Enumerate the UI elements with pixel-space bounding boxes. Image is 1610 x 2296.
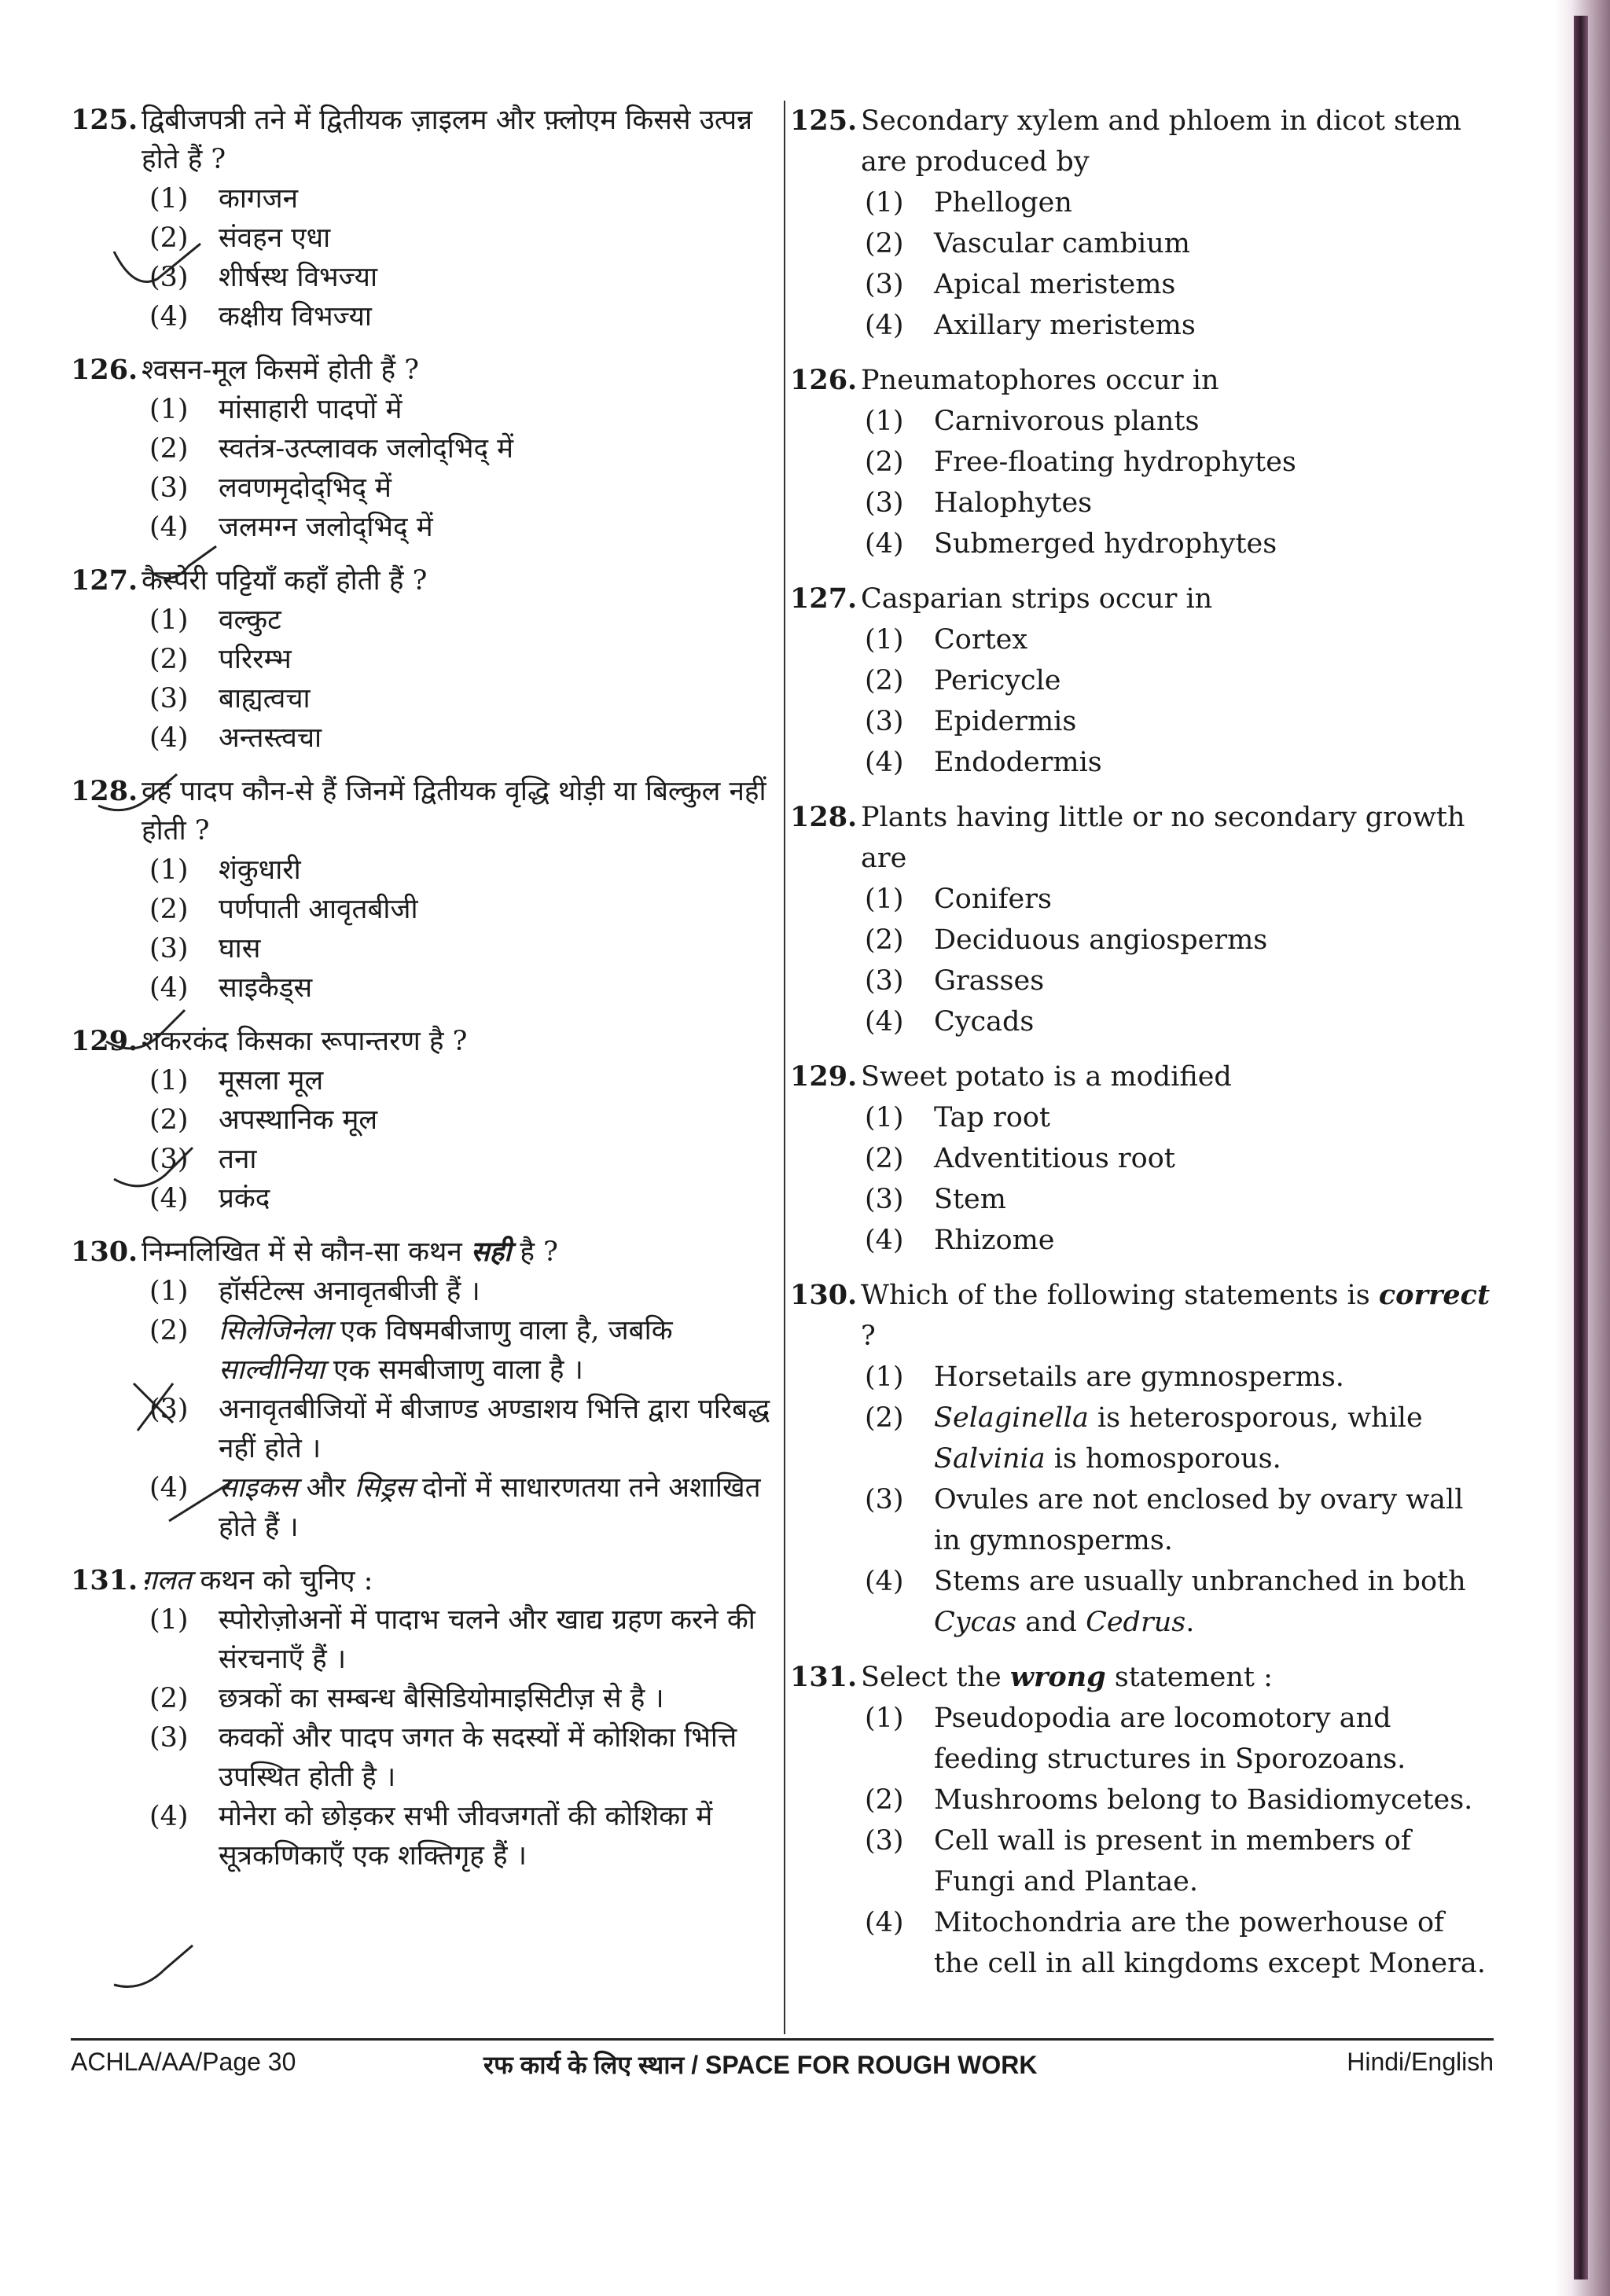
- option-text: साइकस और सिड्रस दोनों में साधारणतया तने अशाखित होते हैं ।: [219, 1472, 761, 1543]
- option-number: (1): [865, 1703, 904, 1734]
- option: [790, 1698, 1498, 1780]
- option-number: (4): [149, 301, 189, 332]
- question-126-en: [790, 360, 1498, 564]
- option-text: Deciduous angiosperms: [934, 924, 1268, 956]
- option-number: (2): [149, 1104, 189, 1136]
- option-text: अनावृतबीजियों में बीजाण्ड अण्डाशय भित्ति द्वारा परिबद्ध नहीं होते ।: [219, 1394, 770, 1464]
- question-131-hi: [71, 1561, 778, 1875]
- option-number: (1): [865, 884, 904, 915]
- question-text: वह पादप कौन-से हैं जिनमें द्वितीयक वृद्धि थोड़ी या बिल्कुल नहीं होती ?: [142, 776, 766, 847]
- option-text: पर्णपाती आवृतबीजी: [219, 894, 418, 925]
- question-number: 129.: [71, 1025, 138, 1057]
- option-text: Phellogen: [934, 187, 1072, 219]
- option: [790, 401, 1498, 442]
- option-text: शंकुधारी: [219, 854, 301, 886]
- option: [71, 429, 778, 468]
- option: [790, 182, 1498, 223]
- option-text: मांसाहारी पादपों में: [219, 394, 402, 425]
- option-number: (4): [865, 528, 904, 560]
- option-text: लवणमृदोद्‌भिद् में: [219, 472, 391, 504]
- option-text: Ovules are not enclosed by ovary wall in gymnosperms.: [934, 1484, 1464, 1556]
- option: [71, 508, 778, 547]
- option: [790, 1097, 1498, 1138]
- option: [71, 1100, 778, 1140]
- option-text: छत्रकों का सम्बन्ध बैसिडियोमाइसिटीज़ से है ।: [219, 1683, 664, 1714]
- option-text: परिरम्भ: [219, 644, 292, 675]
- option-number: (4): [149, 972, 189, 1004]
- option: [790, 660, 1498, 701]
- option-number: (4): [865, 1225, 904, 1256]
- option: [790, 1780, 1498, 1820]
- option: [71, 968, 778, 1008]
- option: [71, 390, 778, 429]
- option-number: (3): [865, 965, 904, 997]
- option-text: मोनेरा को छोड़कर सभी जीवजगतों की कोशिका में सूत्रकणिकाएँ एक शक्तिगृह हैं ।: [219, 1801, 713, 1872]
- option-text: अपस्थानिक मूल: [219, 1104, 378, 1136]
- option-text: Halophytes: [934, 487, 1093, 519]
- option-text: Free-floating hydrophytes: [934, 446, 1296, 478]
- option-text: Pericycle: [934, 665, 1061, 696]
- option: [71, 1061, 778, 1100]
- option-text: Endodermis: [934, 747, 1102, 778]
- option: [790, 1001, 1498, 1042]
- option-text: बाह्यत्वचा: [219, 683, 311, 715]
- option-number: (4): [865, 747, 904, 778]
- option-number: (3): [865, 1484, 904, 1515]
- option: [790, 920, 1498, 961]
- question-text: Select the wrong statement :: [861, 1661, 1273, 1693]
- option: [71, 929, 778, 968]
- question-128-en: [790, 797, 1498, 1042]
- question-text: Secondary xylem and phloem in dicot stem are produced by: [861, 105, 1461, 178]
- option-number: (4): [149, 1801, 189, 1832]
- footer-rule: [71, 2038, 1494, 2041]
- option: [71, 640, 778, 679]
- option: [790, 1902, 1498, 1984]
- option-text: Tap root: [934, 1102, 1050, 1133]
- question-text: Pneumatophores occur in: [861, 365, 1219, 396]
- question-126-hi: [71, 351, 778, 547]
- option: [790, 442, 1498, 483]
- option: [790, 483, 1498, 523]
- option-number: (3): [865, 1184, 904, 1215]
- option-number: (1): [865, 1102, 904, 1133]
- option-number: (3): [865, 487, 904, 519]
- option: [790, 1561, 1498, 1643]
- page-footer: [71, 2048, 1494, 2087]
- option-text: Selaginella is heterosporous, while Salvinia is homosporous.: [934, 1402, 1423, 1475]
- pen-tick-mark: [94, 766, 181, 821]
- option-text: Horsetails are gymnosperms.: [934, 1361, 1344, 1393]
- option-number: (2): [149, 1315, 189, 1346]
- option-number: (1): [865, 406, 904, 437]
- question-text: Which of the following statements is correct ?: [861, 1279, 1491, 1352]
- option: [790, 1220, 1498, 1261]
- option-number: (1): [865, 187, 904, 219]
- question-text: निम्नलिखित में से कौन-सा कथन सही है ?: [142, 1236, 558, 1268]
- question-text: Plants having little or no secondary growth are: [861, 802, 1465, 874]
- option-text: अन्तस्त्वचा: [219, 722, 322, 754]
- option: [790, 305, 1498, 346]
- question-text: द्विबीजपत्री तने में द्वितीयक ज़ाइलम और फ़्लोएम किससे उत्पन्न होते हैं ?: [142, 105, 753, 175]
- option-number: (2): [865, 1143, 904, 1174]
- option-number: (2): [865, 1784, 904, 1816]
- question-number: 125.: [71, 104, 138, 136]
- option-number: (2): [865, 665, 904, 696]
- option-text: स्पोरोज़ोअनों में पादाभ चलने और खाद्य ग्रहण करने की संरचनाएँ हैं ।: [219, 1604, 755, 1675]
- option-number: (2): [149, 644, 189, 675]
- option-number: (2): [149, 433, 189, 465]
- binding-edge: [1574, 16, 1588, 2279]
- option: [790, 619, 1498, 660]
- option: [71, 718, 778, 758]
- option-text: Vascular cambium: [934, 228, 1190, 259]
- option-text: घास: [219, 933, 261, 964]
- question-131-en: [790, 1657, 1498, 1984]
- option-number: (2): [149, 1683, 189, 1714]
- question-text: Sweet potato is a modified: [861, 1061, 1232, 1093]
- option: [790, 742, 1498, 783]
- option-text: Pseudopodia are locomotory and feeding structures in Sporozoans.: [934, 1703, 1406, 1775]
- question-text: Casparian strips occur in: [861, 583, 1213, 615]
- option: [71, 468, 778, 508]
- question-number: 127.: [71, 564, 138, 597]
- pen-tick-mark: [126, 1376, 197, 1446]
- pen-tick-mark: [110, 1144, 197, 1199]
- option-number: (4): [149, 722, 189, 754]
- option-text: Epidermis: [934, 706, 1077, 737]
- question-number: 125.: [790, 105, 858, 137]
- option-number: (3): [149, 933, 189, 964]
- option-text: Cycads: [934, 1006, 1035, 1038]
- option-number: (3): [865, 269, 904, 300]
- option: [71, 601, 778, 640]
- option-number: (1): [865, 624, 904, 656]
- question-number: 130.: [790, 1279, 858, 1311]
- option: [790, 1820, 1498, 1902]
- question-127-en: [790, 579, 1498, 783]
- option-text: प्रकंद: [219, 1183, 270, 1214]
- question-text: श्वसन-मूल किसमें होती हैं ?: [142, 355, 419, 386]
- option-number: (4): [149, 1183, 189, 1214]
- option: [790, 223, 1498, 264]
- option-text: Rhizome: [934, 1225, 1055, 1256]
- option-text: Stems are usually unbranched in both Cycas and Cedrus.: [934, 1566, 1466, 1638]
- option-text: कवकों और पादप जगत के सदस्यों में कोशिका भित्ति उपस्थित होती है ।: [219, 1722, 737, 1793]
- question-129-en: [790, 1056, 1498, 1261]
- option-number: (2): [865, 1402, 904, 1434]
- option-text: Stem: [934, 1184, 1006, 1215]
- pen-tick-mark: [110, 236, 204, 307]
- option: [790, 1479, 1498, 1561]
- option-number: (4): [865, 1566, 904, 1597]
- option: [71, 1797, 778, 1875]
- option-number: (2): [865, 924, 904, 956]
- option-number: (2): [149, 222, 189, 254]
- question-text: ग़लत कथन को चुनिए :: [142, 1565, 373, 1596]
- question-text: शकरकंद किसका रूपान्तरण है ?: [142, 1026, 468, 1057]
- option-number: (3): [149, 1722, 189, 1754]
- rough-work-label: रफ कार्य के लिए स्थान / SPACE FOR ROUGH WORK: [483, 2051, 1038, 2079]
- english-column: [790, 101, 1498, 1998]
- option-number: (1): [149, 1065, 189, 1097]
- option-number: (3): [149, 262, 189, 293]
- option-text: Submerged hydrophytes: [934, 528, 1277, 560]
- question-number: 126.: [71, 354, 138, 386]
- option-text: Adventitious root: [934, 1143, 1175, 1174]
- option-number: (2): [149, 894, 189, 925]
- pen-tick-mark: [102, 1006, 189, 1061]
- option: [71, 1718, 778, 1797]
- option: [71, 1679, 778, 1718]
- question-125-en: [790, 101, 1498, 346]
- option-text: मूसला मूल: [219, 1065, 324, 1097]
- question-text: कैस्पेरी पट्टियाँ कहाँ होती हैं ?: [142, 565, 428, 597]
- option-text: संवहन एधा: [219, 222, 331, 254]
- option-number: (3): [865, 1825, 904, 1857]
- pen-tick-mark: [149, 542, 220, 590]
- option-text: Apical meristems: [934, 269, 1176, 300]
- page-code: ACHLA/AA/Page 30: [71, 2048, 296, 2076]
- option-text: साइकैड्स: [219, 972, 313, 1004]
- question-number: 131.: [790, 1661, 858, 1693]
- option-number: (4): [865, 1907, 904, 1938]
- option-number: (3): [865, 706, 904, 737]
- option: [790, 523, 1498, 564]
- option-text: Carnivorous plants: [934, 406, 1200, 437]
- option-number: (1): [149, 183, 189, 215]
- option-number: (4): [149, 512, 189, 543]
- option-number: (1): [865, 1361, 904, 1393]
- option: [790, 1138, 1498, 1179]
- option: [790, 701, 1498, 742]
- option: [71, 179, 778, 219]
- question-130-en: [790, 1275, 1498, 1643]
- question-number: 130.: [71, 1236, 138, 1268]
- option-text: Axillary meristems: [934, 310, 1196, 341]
- option: [790, 879, 1498, 920]
- option-number: (4): [865, 1006, 904, 1038]
- option-text: शीर्षस्थ विभज्या: [219, 262, 378, 293]
- option-text: Cortex: [934, 624, 1028, 656]
- option-text: Grasses: [934, 965, 1045, 997]
- option: [71, 890, 778, 929]
- pen-tick-mark: [110, 1941, 197, 1997]
- question-127-hi: [71, 561, 778, 758]
- option-number: (2): [865, 228, 904, 259]
- option: [71, 850, 778, 890]
- option-number: (4): [149, 1472, 189, 1504]
- column-divider: [784, 101, 785, 2034]
- option: [790, 1398, 1498, 1479]
- option-text: हॉर्सटेल्स अनावृतबीजी हैं ।: [219, 1276, 480, 1307]
- question-number: 127.: [790, 582, 858, 615]
- option-number: (1): [149, 394, 189, 425]
- option: [790, 1357, 1498, 1398]
- option: [790, 264, 1498, 305]
- option: [71, 679, 778, 718]
- hindi-column: [71, 101, 778, 1890]
- option-number: (1): [149, 854, 189, 886]
- option-number: (2): [865, 446, 904, 478]
- option-number: (3): [149, 472, 189, 504]
- option-number: (4): [865, 310, 904, 341]
- option-text: वल्कुट: [219, 604, 281, 636]
- option: [71, 1272, 778, 1311]
- option-text: स्वतंत्र-उत्प्लावक जलोद्‌भिद् में: [219, 433, 514, 465]
- option-text: Conifers: [934, 884, 1052, 915]
- option-text: कक्षीय विभज्या: [219, 301, 372, 332]
- option: [790, 961, 1498, 1001]
- pen-tick-mark: [165, 1478, 236, 1525]
- option: [790, 1179, 1498, 1220]
- option-text: सिलेजिनेला एक विषमबीजाणु वाला है, जबकि साल्वीनिया एक समबीजाणु वाला है ।: [219, 1315, 673, 1386]
- language-label: Hindi/English: [1347, 2048, 1494, 2076]
- question-number: 129.: [790, 1060, 858, 1093]
- option-number: (1): [149, 1276, 189, 1307]
- question-number: 126.: [790, 364, 858, 396]
- question-number: 131.: [71, 1564, 138, 1596]
- option-number: (1): [149, 1604, 189, 1636]
- option: [71, 1600, 778, 1679]
- question-number: 128.: [790, 801, 858, 833]
- option-text: तना: [219, 1144, 257, 1175]
- option-number: (1): [149, 604, 189, 636]
- option-number: (3): [149, 1394, 189, 1425]
- option-text: Mitochondria are the powerhouse of the cell in all kingdoms except Monera.: [934, 1907, 1486, 1979]
- option-text: जलमग्न जलोद्‌भिद् में: [219, 512, 433, 543]
- option-text: Cell wall is present in members of Fungi and Plantae.: [934, 1825, 1411, 1897]
- option-text: Mushrooms belong to Basidiomycetes.: [934, 1784, 1473, 1816]
- option-number: (3): [149, 683, 189, 715]
- option-text: कागजन: [219, 183, 299, 215]
- question-number: 128.: [71, 775, 138, 807]
- option-number: (3): [149, 1144, 189, 1175]
